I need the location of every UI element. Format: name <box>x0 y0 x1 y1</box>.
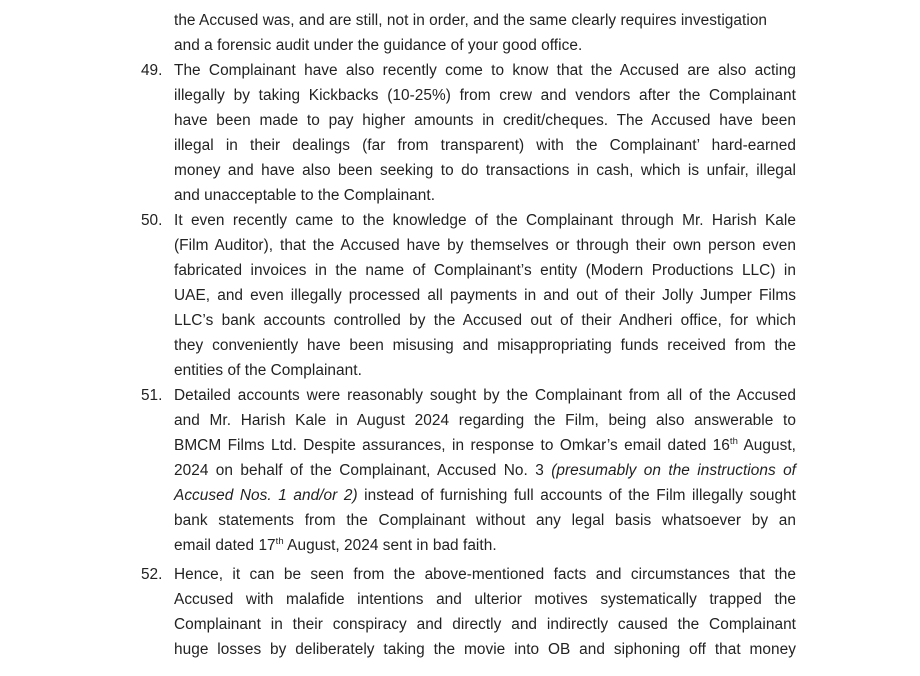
italic-text: (presumably on the instructions of <box>551 462 797 479</box>
paragraph-51-line <box>174 483 796 508</box>
line-text: August, <box>737 437 796 454</box>
paragraph-50-line: UAE, and even illegally processed all payments in and out of their Jolly Jumper Films <box>174 287 796 304</box>
paragraph-50-line: LLC’s bank accounts controlled by the Accused out of their Andheri office, for which <box>174 312 796 329</box>
paragraph-50-line: entities of the Complainant. <box>174 362 362 379</box>
paragraph-52-line: Complainant in their conspiracy and directly and indirectly caused the Complainant <box>174 616 796 633</box>
paragraph-52-line: huge losses by deliberately taking the movie into OB and siphoning off that money <box>174 641 796 658</box>
paragraph-50-line: It even recently came to the knowledge of the Complainant through Mr. Harish Kale <box>174 212 796 229</box>
paragraph-50-number: 50. <box>141 212 163 229</box>
paragraph-50-line: they conveniently have been misusing and misappropriating funds received from the <box>174 337 796 354</box>
paragraph-49-line: and unacceptable to the Complainant. <box>174 187 436 204</box>
paragraph-52-line: Hence, it can be seen from the above-mentioned facts and circumstances that the <box>174 566 796 583</box>
line-text: BMCM Films Ltd. Despite assurances, in response to Omkar’s email dated 16 <box>174 437 730 454</box>
line-text: 2024 on behalf of the Complainant, Accused No. 3 <box>174 462 552 479</box>
italic-text: Accused Nos. 1 and/or 2) <box>174 487 358 504</box>
paragraph-49-line: The Complainant have also recently come to know that the Accused are also acting <box>174 62 796 79</box>
lead-line-2: and a forensic audit under the guidance of your good office. <box>174 37 583 54</box>
paragraph-51-line <box>174 533 796 558</box>
line-text: instead of furnishing full accounts of the Film illegally sought <box>357 487 797 504</box>
paragraph-49-line: illegally by taking Kickbacks (10-25%) from crew and vendors after the Complainant <box>174 87 796 104</box>
paragraph-51-line: and Mr. Harish Kale in August 2024 regarding the Film, being also answerable to <box>174 412 796 429</box>
paragraph-49-line: money and have also been seeking to do transactions in cash, which is unfair, illegal <box>174 162 796 179</box>
line-text: email dated 17 <box>174 537 276 554</box>
paragraph-51-number: 51. <box>141 387 163 404</box>
paragraph-52-number: 52. <box>141 566 163 583</box>
paragraph-51-line: Detailed accounts were reasonably sought by the Complainant from all of the Accused <box>174 387 796 404</box>
superscript: th <box>275 535 284 547</box>
paragraph-51-line <box>174 433 796 458</box>
paragraph-52-line: Accused with malafide intentions and ulterior motives systematically trapped the <box>174 591 796 608</box>
paragraph-51-line: bank statements from the Complainant without any legal basis whatsoever by an <box>174 512 796 529</box>
superscript: th <box>729 435 738 447</box>
paragraph-51-line <box>174 458 796 483</box>
line-text: August, 2024 sent in bad faith. <box>283 537 497 554</box>
paragraph-50-line: fabricated invoices in the name of Complainant’s entity (Modern Productions LLC) in <box>174 262 796 279</box>
paragraph-50-line: (Film Auditor), that the Accused have by themselves or through their own person even <box>174 237 796 254</box>
lead-line-1: the Accused was, and are still, not in order, and the same clearly requires investigation <box>174 12 768 29</box>
paragraph-49-line: illegal in their dealings (far from transparent) with the Complainant’ hard-earned <box>174 137 796 154</box>
paragraph-49-line: have been made to pay higher amounts in credit/cheques. The Accused have been <box>174 112 796 129</box>
paragraph-49-number: 49. <box>141 62 163 79</box>
